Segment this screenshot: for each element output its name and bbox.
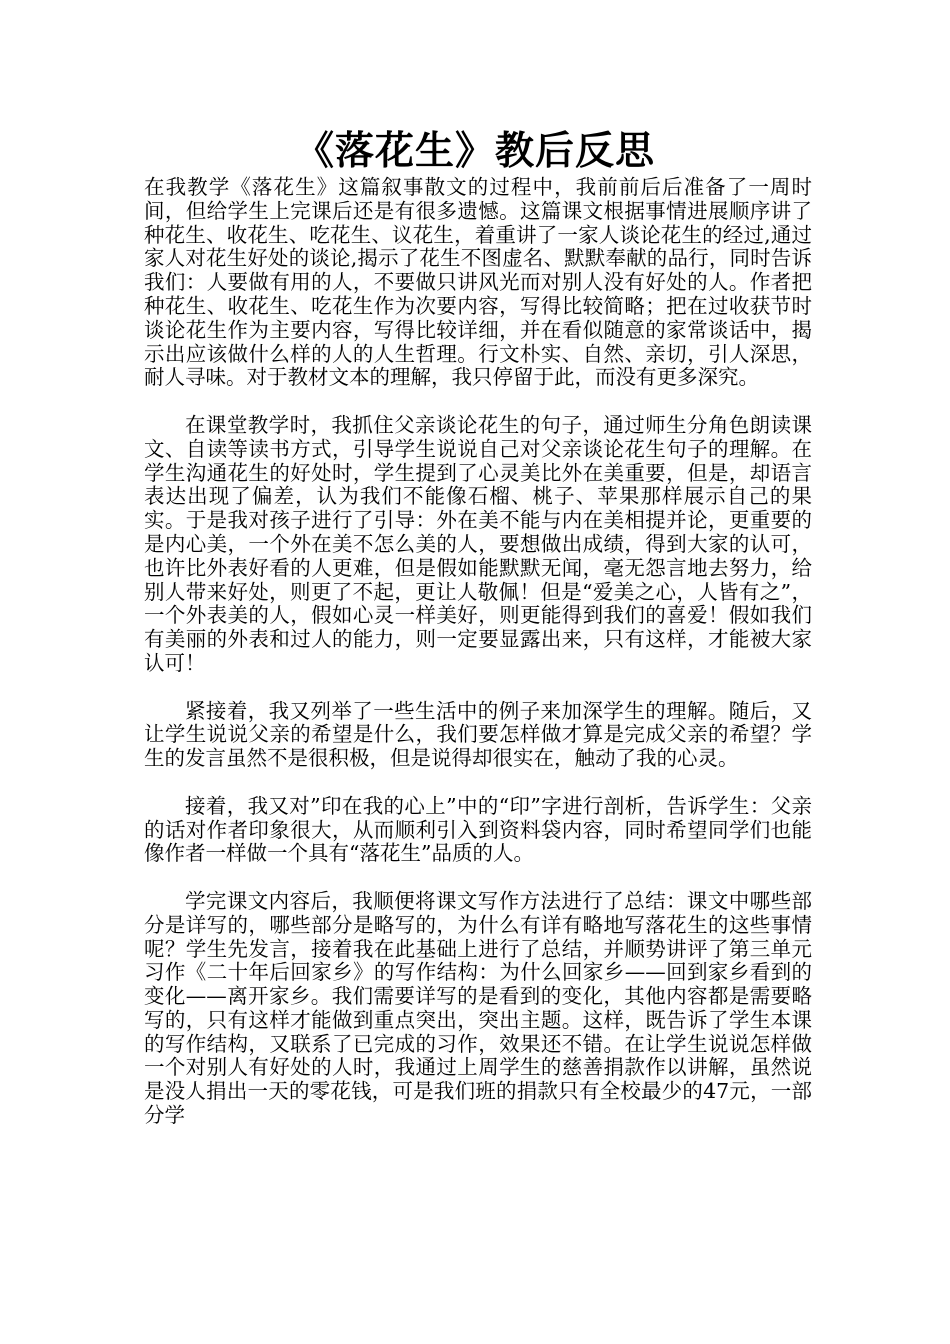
- paragraph-3: 紧接着，我又列举了一些生活中的例子来加深学生的理解。随后，又让学生说说父亲的希望是什么，我们要怎样做才算是完成父亲的希望？学生的发言虽然不是很积极，但是说得却很实在，触动了我的心灵。: [144, 698, 812, 771]
- document-body: [144, 176, 812, 1152]
- document-title: 《落花生》教后反思: [294, 128, 655, 174]
- paragraph-5: 学完课文内容后，我顺便将课文写作方法进行了总结：课文中哪些部分是详写的，哪些部分是略写的，为什么有详有略地写落花生的这些事情呢？学生先发言，接着我在此基础上进行了总结，并顺势讲评了第三单元习作《二十年后回家乡》的写作结构：为什么回家乡——回到家乡看到的变化——离开家乡。我们需要详写的是看到的变化，其他内容都是需要略写的，只有这样才能做到重点突出，突出主题。这样，既告诉了学生本课的写作结构，又联系了已完成的习作，效果还不错。在让学生说说怎样做一个对别人有好处的人时，我通过上周学生的慈善捐款作以讲解，虽然说是没人捐出一天的零花钱，可是我们班的捐款只有全校最少的47元，一部分学: [144, 888, 812, 1128]
- paragraph-1: 在我教学《落花生》这篇叙事散文的过程中，我前前后后准备了一周时间，但给学生上完课后还是有很多遗憾。这篇课文根据事情进展顺序讲了种花生、收花生、吃花生、议花生，着重讲了一家人谈论花生的经过,通过家人对花生好处的谈论,揭示了花生不图虚名、默默奉献的品行，同时告诉我们：人要做有用的人，不要做只讲风光而对别人没有好处的人。作者把种花生、收花生、吃花生作为次要内容，写得比较简略；把在过收获节时谈论花生作为主要内容，写得比较详细，并在看似随意的家常谈话中，揭示出应该做什么样的人的人生哲理。行文朴实、自然、亲切，引人深思，耐人寻味。对于教材文本的理解，我只停留于此，而没有更多深究。: [144, 175, 812, 390]
- paragraph-4: 接着，我又对”印在我的心上”中的“印”字进行剖析，告诉学生：父亲的话对作者印象很大，从而顺利引入到资料袋内容，同时希望同学们也能像作者一样做一个具有“落花生”品质的人。: [144, 793, 812, 866]
- paragraph-2: 在课堂教学时，我抓住父亲谈论花生的句子，通过师生分角色朗读课文、自读等读书方式，引导学生说说自己对父亲谈论花生句子的理解。在学生沟通花生的好处时，学生提到了心灵美比外在美重要，但是，却语言表达出现了偏差，认为我们不能像石榴、桃子、苹果那样展示自己的果实。于是我对孩子进行了引导：外在美不能与内在美相提并论，更重要的是内心美，一个外在美不怎么美的人，要想做出成绩，得到大家的认可，也许比外表好看的人更难，但是假如能默默无闻，毫无怨言地去努力，给别人带来好处，则更了不起，更让人敬佩！但是“爱美之心，人皆有之”，一个外表美的人，假如心灵一样美好，则更能得到我们的喜爱！假如我们有美丽的外表和过人的能力，则一定要显露出来，只有这样，才能被大家认可！: [144, 412, 812, 675]
